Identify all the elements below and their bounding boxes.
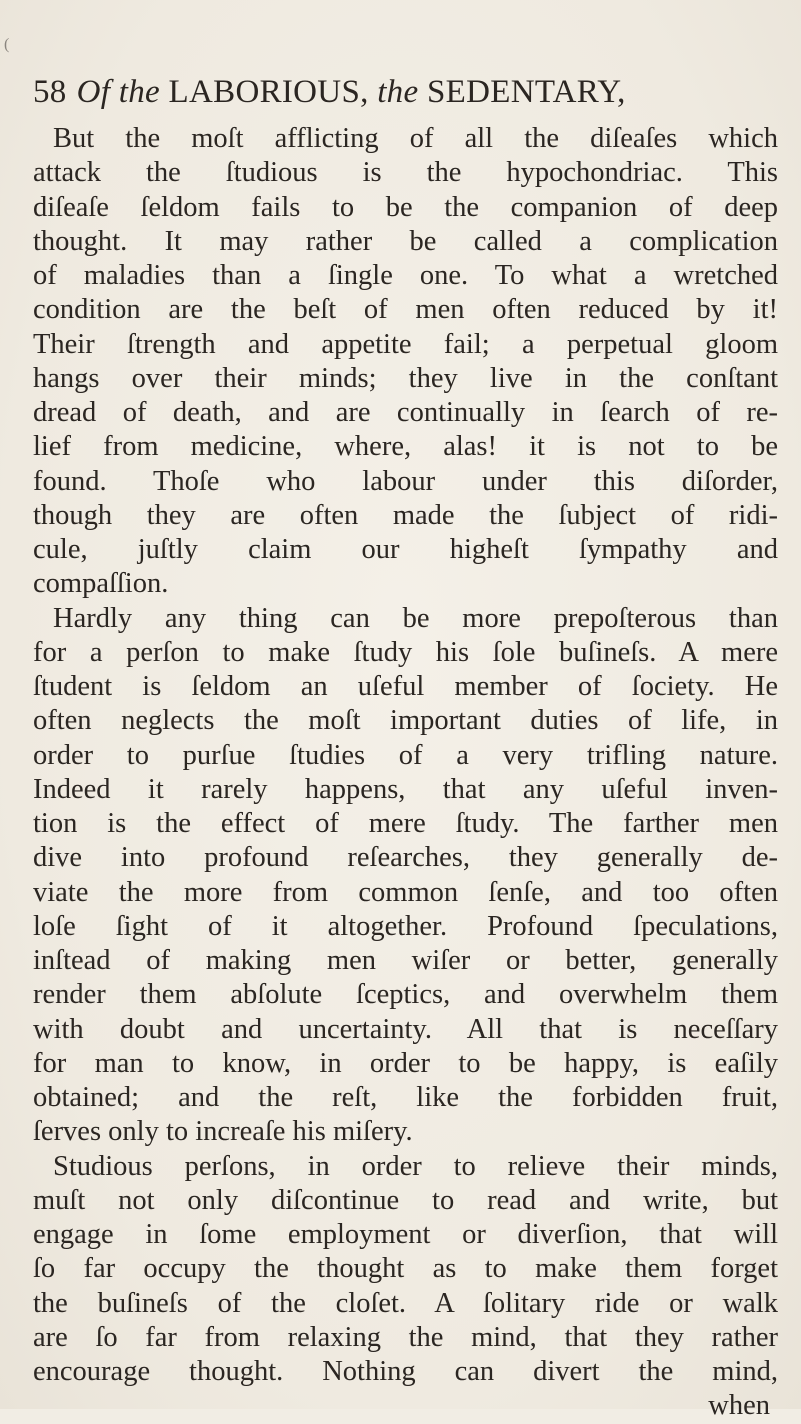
text-line: viate the more from common ſenſe, and too often — [33, 876, 778, 908]
text-line: thought. It may rather be called a complication — [33, 225, 778, 257]
text-line: are ſo far from relaxing the mind, that they rather — [33, 1321, 778, 1353]
text-line: engage in ſome employment or diverſion, that will — [33, 1219, 778, 1250]
text-line: obtained; and the reſt, like the forbidden fruit, — [33, 1082, 778, 1113]
header-middle: the — [377, 74, 419, 110]
text-line: compaſſion. — [33, 568, 169, 600]
text-line: ſo far occupy the thought as to make them forget — [33, 1253, 778, 1285]
text-line: diſeaſe ſeldom fails to be the companion of deep — [33, 191, 778, 223]
text-line: Indeed it rarely happens, that any uſeful inven- — [33, 773, 778, 805]
text-line: Studious perſons, in order to relieve their minds, — [53, 1150, 778, 1182]
catchword: when — [708, 1390, 770, 1422]
text-line: with doubt and uncertainty. All that is neceſſary — [33, 1013, 778, 1045]
text-line: loſe ſight of it altogether. Profound ſpeculations, — [33, 910, 778, 942]
header-word-laborious: LABORIOUS, — [168, 74, 369, 110]
text-line: Their ſtrength and appetite fail; a perpetual gloom — [33, 328, 778, 360]
text-line: for a perſon to make ſtudy his ſole buſineſs. A mere — [33, 636, 778, 668]
text-line: found. Thoſe who labour under this diſorder, — [33, 465, 778, 497]
header-prefix: Of the — [76, 74, 160, 110]
text-line: often neglects the moſt important duties of life, in — [33, 705, 778, 737]
text-line: inſtead of making men wiſer or better, generally — [33, 945, 778, 976]
header-word-sedentary: SEDENTARY, — [427, 74, 626, 110]
text-line: But the moſt afflicting of all the diſeaſes which — [53, 123, 778, 154]
text-line: for man to know, in order to be happy, is eaſily — [33, 1047, 778, 1079]
text-line: dive into profound reſearches, they generally de- — [33, 842, 778, 874]
text-line: dread of death, and are continually in ſearch of re- — [33, 397, 778, 428]
body-text — [33, 122, 778, 1424]
text-line: lief from medicine, where, alas! it is not to be — [33, 431, 778, 463]
text-line: cule, juſtly claim our higheſt ſympathy and — [33, 534, 778, 565]
text-line: ſtudent is ſeldom an uſeful member of ſociety. He — [33, 671, 778, 702]
running-header — [33, 72, 793, 112]
text-line: encourage thought. Nothing can divert the mind, — [33, 1356, 778, 1387]
text-line: though they are often made the ſubject of ridi- — [33, 499, 778, 531]
text-line: hangs over their minds; they live in the conſtant — [33, 362, 778, 394]
corner-mark: ( — [4, 36, 10, 53]
text-line: Hardly any thing can be more prepoſterous than — [53, 602, 778, 634]
text-line: render them abſolute ſceptics, and overwhelm them — [33, 979, 778, 1011]
text-line: ſerves only to increaſe his miſery. — [33, 1116, 413, 1148]
text-line: muſt not only diſcontinue to read and write, but — [33, 1184, 778, 1216]
text-line: condition are the beſt of men often reduced by it! — [33, 294, 778, 326]
text-line: tion is the effect of mere ſtudy. The farther men — [33, 808, 778, 839]
page-number: 58 — [33, 74, 67, 110]
text-line: order to purſue ſtudies of a very trifling nature. — [33, 739, 778, 771]
text-line: attack the ſtudious is the hypochondriac. This — [33, 157, 778, 189]
text-line: of maladies than a ſingle one. To what a wretched — [33, 260, 778, 291]
text-line: the buſineſs of the cloſet. A ſolitary ride or walk — [33, 1287, 778, 1319]
